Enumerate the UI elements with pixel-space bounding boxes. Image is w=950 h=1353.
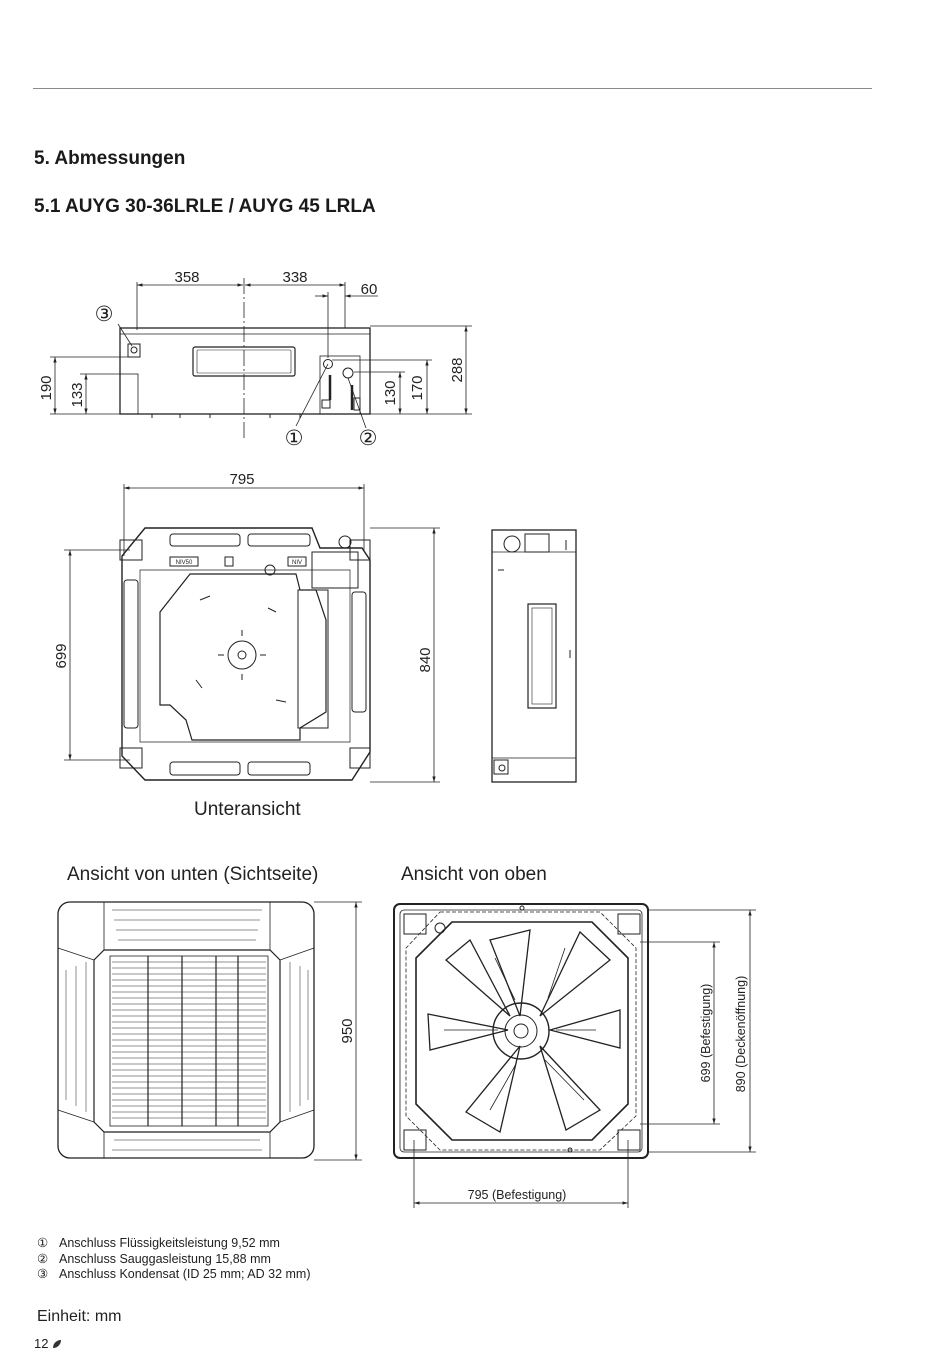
dim-170-label: 170 <box>409 375 426 401</box>
side-view-drawing <box>492 530 576 782</box>
legend-item-3 <box>37 1267 310 1283</box>
legend-marker-3: ③ <box>37 1267 49 1281</box>
dim-190-label: 190 <box>38 375 55 401</box>
legend-item-2 <box>37 1252 310 1268</box>
unit-label-niv50: NIV50 <box>175 560 193 566</box>
legend-marker-2: ② <box>37 1251 49 1266</box>
caption-ansicht-von-unten: Ansicht von unten (Sichtseite) <box>67 864 319 885</box>
dim-699-label: 699 <box>53 643 70 669</box>
panel-view-drawing <box>58 902 314 1158</box>
page-number <box>34 1336 62 1351</box>
dim-130-label: 130 <box>382 380 399 406</box>
dim-288-label: 288 <box>449 357 466 383</box>
top-panel-view-drawing <box>394 904 648 1158</box>
dim-133-label: 133 <box>69 382 86 408</box>
legend <box>37 1236 310 1283</box>
panel-view-dim-labels <box>339 1018 356 1043</box>
page-number-text: 12 <box>34 1336 49 1351</box>
unit-label-niv: NIV <box>291 560 303 566</box>
leaf-icon <box>52 1339 62 1349</box>
bottom-view-drawing <box>120 528 370 780</box>
side-elevation-drawing <box>120 278 370 440</box>
bottom-view-dim-labels <box>53 471 434 673</box>
dim-890-deckenoeffnung-label: 890 (Deckenöffnung) <box>734 975 748 1093</box>
dim-795-befestigung-label: 795 (Befestigung) <box>467 1188 567 1202</box>
legend-marker-1: ① <box>37 1236 49 1250</box>
dim-795-label: 795 <box>229 471 255 488</box>
dim-60-label: 60 <box>360 281 378 298</box>
marker-3: ③ <box>94 303 114 326</box>
caption-ansicht-von-oben: Ansicht von oben <box>401 864 547 885</box>
dim-338-label: 338 <box>282 269 308 286</box>
dim-950-label: 950 <box>339 1018 356 1044</box>
legend-item-1 <box>37 1236 310 1252</box>
legend-text-3: Anschluss Kondensat (ID 25 mm; AD 32 mm) <box>59 1267 311 1281</box>
dim-840-label: 840 <box>417 647 434 673</box>
marker-1: ① <box>284 427 304 450</box>
legend-text-1: Anschluss Flüssigkeitsleistung 9,52 mm <box>59 1236 280 1250</box>
side-elevation-dim-labels <box>38 269 466 408</box>
unit-note: Einheit: mm <box>37 1308 122 1325</box>
dim-358-label: 358 <box>174 269 200 286</box>
section-title: 5. Abmessungen <box>34 148 186 169</box>
legend-text-2: Anschluss Sauggasleistung 15,88 mm <box>59 1251 271 1266</box>
caption-unteransicht: Unteransicht <box>194 799 301 820</box>
subsection-title: 5.1 AUYG 30-36LRLE / AUYG 45 LRLA <box>34 196 376 217</box>
dim-699-befestigung-label: 699 (Befestigung) <box>699 983 713 1083</box>
marker-2: ② <box>358 427 378 450</box>
